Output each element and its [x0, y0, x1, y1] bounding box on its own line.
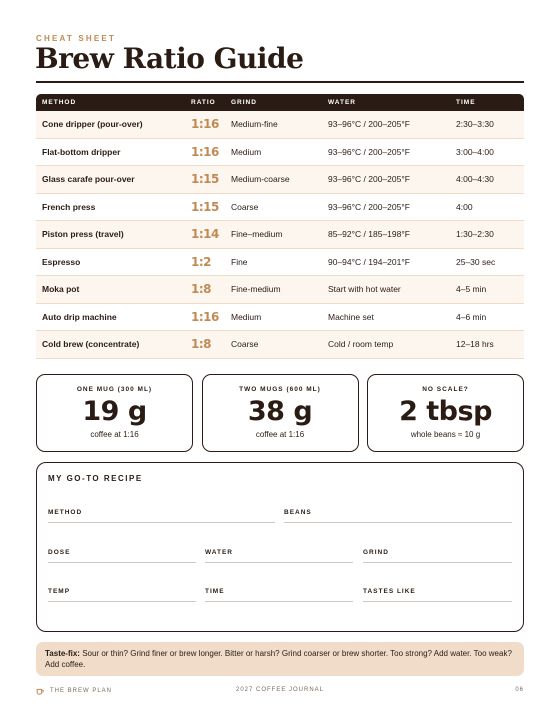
eyebrow-label: CHEAT SHEET	[36, 34, 117, 43]
brew-ratio-table	[36, 94, 524, 359]
cell-time: 4:00–4:30	[456, 174, 494, 185]
cell-grind: Medium-coarse	[231, 174, 290, 185]
method-field-label: METHOD	[48, 509, 83, 516]
cell-grind: Coarse	[231, 201, 259, 212]
cell-ratio: 1:8	[191, 337, 211, 352]
cell-water: Start with hot water	[328, 284, 401, 295]
table-row	[36, 166, 524, 194]
cell-ratio: 1:16	[191, 144, 219, 159]
cell-ratio: 1:15	[191, 199, 219, 214]
cell-time: 2:30–3:30	[456, 119, 494, 130]
card-note: whole beans ≈ 10 g	[410, 430, 481, 439]
page-footer	[36, 687, 524, 699]
cell-method: Espresso	[42, 256, 81, 267]
cell-method: Cone dripper (pour-over)	[42, 119, 143, 130]
cell-method: Auto drip machine	[42, 311, 117, 322]
taste-fix-tip	[36, 642, 524, 676]
cell-grind: Medium	[231, 311, 262, 322]
go-to-recipe-box	[36, 462, 524, 632]
title-divider	[36, 81, 524, 83]
dose-field[interactable]	[48, 549, 196, 563]
cell-time: 3:00–4:00	[456, 146, 494, 157]
card-value: 2 tbsp	[399, 396, 492, 427]
column-header-time: TIME	[456, 99, 476, 106]
table-row	[36, 139, 524, 167]
page-title: Brew Ratio Guide	[35, 42, 304, 75]
cell-method: Piston press (travel)	[42, 229, 124, 240]
card-note: coffee at 1:16	[90, 430, 139, 439]
cell-time: 1:30–2:30	[456, 229, 494, 240]
cell-water: Cold / room temp	[328, 339, 394, 350]
card-label: TWO MUGS (600 ML)	[239, 386, 321, 393]
method-field[interactable]	[48, 509, 275, 523]
dose-field-label: DOSE	[48, 549, 71, 556]
cell-method: Moka pot	[42, 284, 80, 295]
tastes-like-field[interactable]	[363, 588, 512, 602]
cell-ratio: 1:15	[191, 172, 219, 187]
cell-grind: Coarse	[231, 339, 259, 350]
cell-time: 4–6 min	[456, 311, 487, 322]
table-row	[36, 194, 524, 222]
table-row	[36, 249, 524, 277]
quick-dose-cards	[36, 374, 524, 452]
cell-grind: Medium-fine	[231, 119, 278, 130]
cell-water: 85–92°C / 185–198°F	[328, 229, 410, 240]
cell-ratio: 1:8	[191, 282, 211, 297]
dose-card-no-scale	[367, 374, 524, 452]
tip-label: Taste-fix:	[45, 649, 80, 658]
table-header	[36, 94, 524, 111]
page-number: 06	[515, 687, 524, 693]
recipe-title: MY GO-TO RECIPE	[48, 474, 143, 483]
time-field[interactable]	[205, 588, 353, 602]
cell-grind: Fine–medium	[231, 229, 283, 240]
column-header-grind: GRIND	[231, 99, 257, 106]
card-label: ONE MUG (300 ML)	[76, 386, 153, 393]
cell-method: Glass carafe pour-over	[42, 174, 135, 185]
footer-brand	[36, 687, 112, 695]
card-value: 19 g	[82, 396, 147, 427]
cell-water: 93–96°C / 200–205°F	[328, 119, 410, 130]
grind-field[interactable]	[363, 549, 512, 563]
cell-water: 90–94°C / 194–201°F	[328, 256, 410, 267]
cell-grind: Medium	[231, 146, 262, 157]
dose-card-one-mug	[36, 374, 193, 452]
cell-time: 4–5 min	[456, 284, 487, 295]
cell-method: Cold brew (concentrate)	[42, 339, 140, 350]
cell-ratio: 1:14	[191, 227, 219, 242]
cell-method: French press	[42, 201, 96, 212]
grind-field-label: GRIND	[363, 549, 389, 556]
water-field[interactable]	[205, 549, 353, 563]
dose-card-two-mugs	[202, 374, 359, 452]
footer-journal-title: 2027 COFFEE JOURNAL	[235, 687, 325, 693]
column-header-method: METHOD	[42, 99, 77, 106]
cell-ratio: 1:16	[191, 117, 219, 132]
cell-water: 93–96°C / 200–205°F	[328, 174, 410, 185]
temp-field-label: TEMP	[48, 588, 71, 595]
table-row	[36, 304, 524, 332]
tip-text: Sour or thin? Grind finer or brew longer. Bitter or harsh? Grind coarser or brew shorter. Too strong? Add water. Too weak? Add coffee.	[45, 649, 512, 669]
table-row	[36, 111, 524, 139]
tastes-like-field-label: TASTES LIKE	[363, 588, 416, 595]
table-row	[36, 221, 524, 249]
cell-ratio: 1:2	[191, 254, 211, 269]
cell-time: 4:00	[456, 201, 473, 212]
cell-water: 93–96°C / 200–205°F	[328, 201, 410, 212]
card-label: NO SCALE?	[422, 386, 469, 393]
cell-grind: Fine	[231, 256, 248, 267]
column-header-water: WATER	[328, 99, 356, 106]
table-row	[36, 276, 524, 304]
cell-ratio: 1:16	[191, 309, 219, 324]
beans-field[interactable]	[284, 509, 512, 523]
cell-grind: Fine-medium	[231, 284, 281, 295]
cell-time: 12–18 hrs	[456, 339, 494, 350]
time-field-label: TIME	[205, 588, 225, 595]
cell-water: 93–96°C / 200–205°F	[328, 146, 410, 157]
cell-method: Flat-bottom dripper	[42, 146, 121, 157]
coffee-cup-icon	[36, 687, 44, 695]
temp-field[interactable]	[48, 588, 196, 602]
column-header-ratio: RATIO	[191, 99, 216, 106]
footer-brand-name: THE BREW PLAN	[50, 688, 113, 694]
card-value: 38 g	[247, 396, 313, 427]
table-row	[36, 331, 524, 359]
card-note: coffee at 1:16	[255, 430, 305, 439]
cell-water: Machine set	[328, 311, 374, 322]
cell-time: 25–30 sec	[456, 256, 496, 267]
water-field-label: WATER	[205, 549, 233, 556]
beans-field-label: BEANS	[284, 509, 312, 516]
